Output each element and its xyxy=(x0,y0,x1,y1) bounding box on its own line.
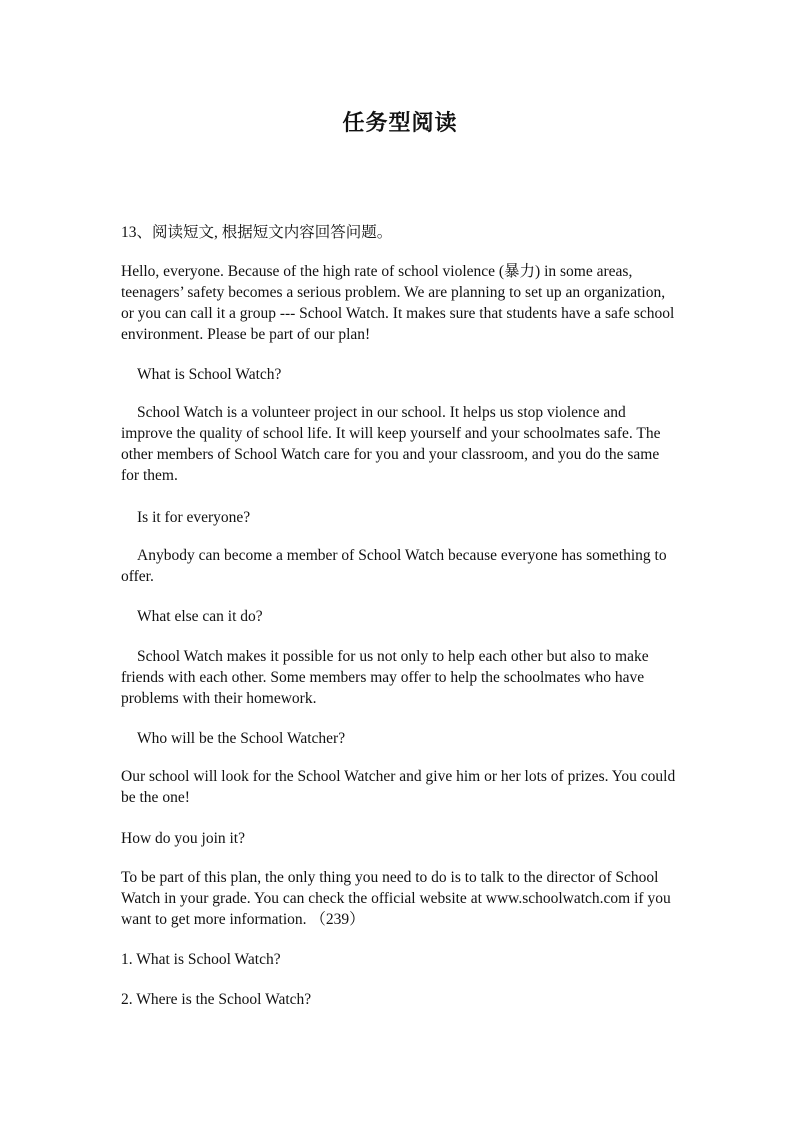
paragraph-how-join: To be part of this plan, the only thing you need to do is to talk to the director of School Watch in your grade. You can check the official website at www.schoolwatch.com if you want to get more information. （239） xyxy=(121,869,671,928)
heading-what-else: What else can it do? xyxy=(137,608,263,625)
paragraph-school-watcher: Our school will look for the School Watcher and give him or her lots of prizes. You could be the one! xyxy=(121,768,676,806)
heading-school-watcher: Who will be the School Watcher? xyxy=(137,730,346,747)
paragraph-what-is: School Watch is a volunteer project in our school. It helps us stop violence and improve the quality of school life. It will keep yourself and your schoolmates safe. The other members of School Watch care for you and your classroom, and you do the same for them. xyxy=(121,404,661,484)
instruction-text: 13、阅读短文, 根据短文内容回答问题。 xyxy=(121,224,393,241)
question-1: 1. What is School Watch? xyxy=(121,951,281,968)
heading-what-is: What is School Watch? xyxy=(137,366,282,383)
paragraph-for-everyone: Anybody can become a member of School Watch because everyone has something to offer. xyxy=(121,547,667,585)
heading-for-everyone: Is it for everyone? xyxy=(137,509,251,526)
question-2: 2. Where is the School Watch? xyxy=(121,991,312,1008)
intro-paragraph: Hello, everyone. Because of the high rate of school violence (暴力) in some areas, teenagers’ safety becomes a serious problem. We are planning to set up an organization, or you can call it a group --- School Watch. It makes sure that students have a safe school environment. Please be part of our plan! xyxy=(121,263,675,343)
heading-how-join: How do you join it? xyxy=(121,830,245,847)
paragraph-what-else: School Watch makes it possible for us not only to help each other but also to make friends with each other. Some members may offer to help the schoolmates who have problems with their homework. xyxy=(121,648,649,707)
page-title: 任务型阅读 xyxy=(342,111,458,136)
